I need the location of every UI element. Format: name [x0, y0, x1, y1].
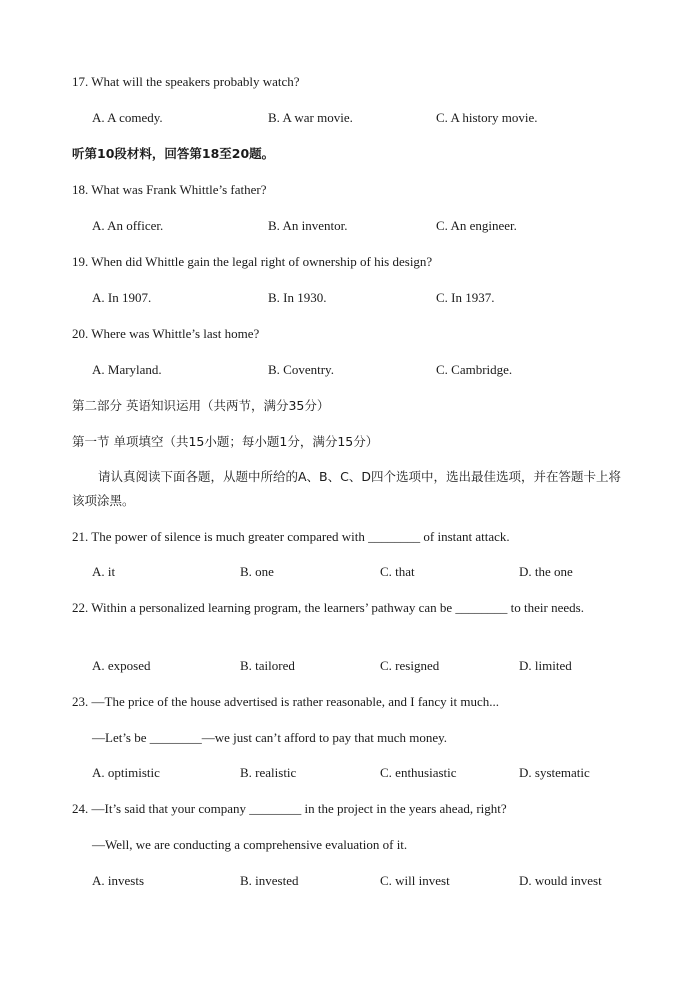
q17-option-b: B. A war movie.	[268, 110, 353, 125]
q19-option-c: C. In 1937.	[436, 290, 495, 305]
q23-option-b: B. realistic	[240, 765, 297, 780]
q19-option-a: A. In 1907.	[92, 290, 152, 305]
q23-option-d: D. systematic	[519, 765, 590, 780]
question-24-reply: —Well, we are conducting a comprehensive evaluation of it.	[92, 837, 408, 852]
q22-option-b: B. tailored	[240, 658, 295, 673]
q24-option-a: A. invests	[92, 873, 144, 888]
q18-option-c: C. An engineer.	[436, 218, 517, 233]
q20-option-a: A. Maryland.	[92, 362, 162, 377]
q20-option-c: C. Cambridge.	[436, 362, 513, 377]
q21-option-c: C. that	[380, 564, 415, 579]
part-2-heading: 第二部分 英语知识运用（共两节，满分35分）	[72, 398, 330, 413]
q23-option-a: A. optimistic	[92, 765, 160, 780]
q18-option-b: B. An inventor.	[268, 218, 348, 233]
question-22-stem: 22. Within a personalized learning program, the learners’ pathway can be ________ to their needs.	[72, 600, 584, 615]
question-19-stem: 19. When did Whittle gain the legal right of ownership of his design?	[72, 254, 433, 269]
question-23-reply: —Let’s be ________—we just can’t afford to pay that much money.	[92, 730, 448, 745]
q18-option-a: A. An officer.	[92, 218, 164, 233]
q22-option-d: D. limited	[519, 658, 572, 673]
question-17-stem: 17. What will the speakers probably watch?	[72, 74, 300, 89]
question-23-stem: 23. —The price of the house advertised is rather reasonable, and I fancy it much...	[72, 694, 500, 709]
question-24-stem: 24. —It’s said that your company ________ in the project in the years ahead, right?	[72, 801, 507, 816]
question-21-stem: 21. The power of silence is much greater compared with ________ of instant attack.	[72, 529, 510, 544]
q17-option-a: A. A comedy.	[92, 110, 163, 125]
q24-option-b: B. invested	[240, 873, 299, 888]
q21-option-b: B. one	[240, 564, 274, 579]
question-20-stem: 20. Where was Whittle’s last home?	[72, 326, 260, 341]
q20-option-b: B. Coventry.	[268, 362, 334, 377]
q17-option-c: C. A history movie.	[436, 110, 538, 125]
q21-option-d: D. the one	[519, 564, 573, 579]
q22-option-a: A. exposed	[92, 658, 151, 673]
instructions-paragraph: 请认真阅读下面各题，从题中所给的A、B、C、D四个选项中，选出最佳选项，并在答题卡上将该项涂黑。	[72, 469, 621, 508]
question-18-stem: 18. What was Frank Whittle’s father?	[72, 182, 267, 197]
q21-option-a: A. it	[92, 564, 116, 579]
q22-option-c: C. resigned	[380, 658, 440, 673]
section-10-heading: 听第10段材料，回答第18至20题。	[72, 146, 275, 161]
q19-option-b: B. In 1930.	[268, 290, 327, 305]
section-1-heading: 第一节 单项填空（共15小题；每小题1分，满分15分）	[72, 434, 379, 449]
q24-option-c: C. will invest	[380, 873, 450, 888]
q24-option-d: D. would invest	[519, 873, 602, 888]
q23-option-c: C. enthusiastic	[380, 765, 457, 780]
